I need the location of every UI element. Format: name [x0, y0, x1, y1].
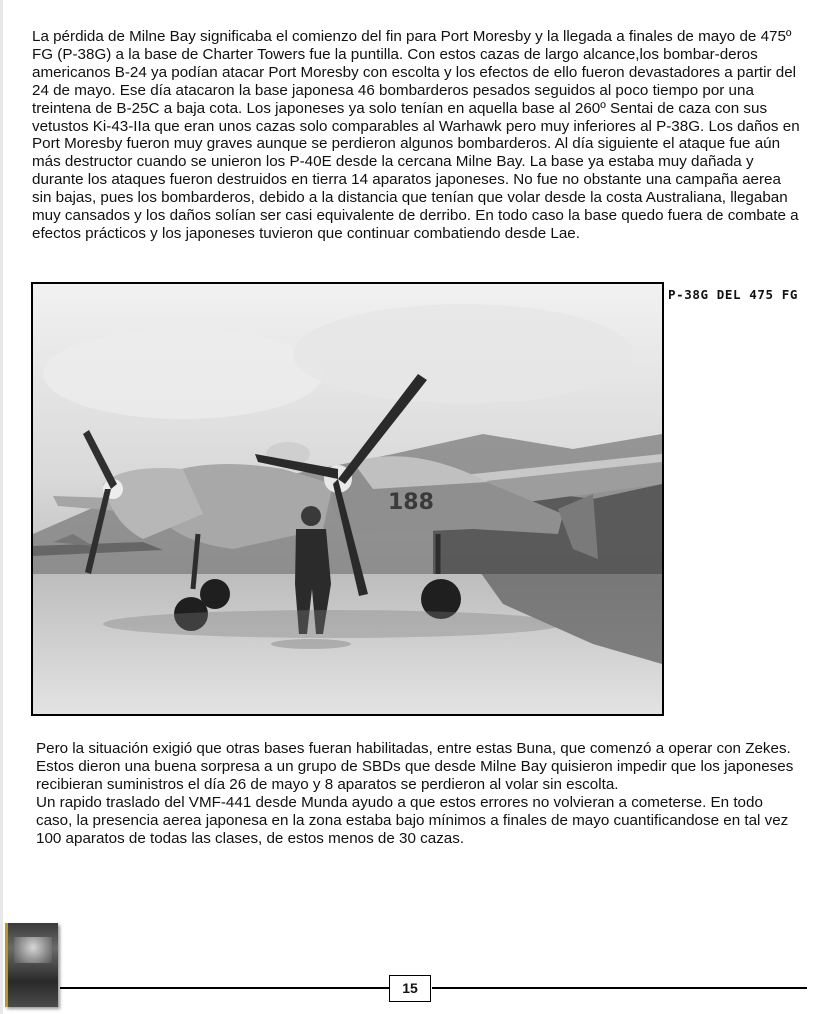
footer-rule-right [432, 987, 807, 989]
page-edge-shadow [0, 0, 3, 1014]
aircraft-photo [31, 282, 664, 716]
article-paragraph-2-text: Pero la situación exigió que otras bases fueran habilitadas, entre estas Buna, que comenzó a operar con Zekes. Estos dieron una buena sorpresa a un grupo de SBDs que desde Milne Bay quisieron impedir que los japoneses recibieran suministros el día 26 de mayo y 8 aparatos se perdieron al volar sin escolta. [36, 740, 794, 793]
article-paragraph-3-text: Un rapido traslado del VMF-441 desde Munda ayudo a que estos errores no volvieran a cometerse. En todo caso, la presencia aerea japonesa en la zona estaba bajo mínimos a finales de mayo cuantificandose en tal vez 100 aparatos de todas las clases, de estos menos de 30 cazas. [36, 793, 789, 847]
article-paragraph-1: La pérdida de Milne Bay significaba el comienzo del fin para Port Moresby y la llegada a finales de mayo de 475º FG (P-38G) a la base de Charter Towers fue la puntilla. Con estos cazas de largo alcance,los bombar-deros americanos B-24 ya podían atacar Port Moresby con escolta y los efectos de ello fueron devastadores a partir del 24 de mayo. Ese día atacaron la base japonesa 46 bombarderos pesados seguidos al poco tiempo por una treintena de B-25C a baja cota. Los japoneses ya solo tenían en aquella base al 260º Sentai de caza con sus vetustos Ki-43-IIa que eran unos cazas solo comparables al Warhawk pero muy inferiores al P-38G. Los daños en Port Moresby fueron muy graves aunque se perdieron algunos bombarderos. Al día siguiente el ataque fue aún más destructor cuando se unieron los P-40E desde la cercana Milne Bay. La base ya estaba muy dañada y durante los ataques fueron destruidos en tierra 14 aparatos japoneses. No fue no obstante una campaña aerea sin bajas, pues los bombarderos, debido a la distancia que tenían que volar desde la costa Australiana, llegaban muy cansados y los daños solían ser casi equivalente de derribo. En todo caso la base quedo fuera de combate a efectos prácticos y los japoneses tuvieron que continuar combatiendo desde Lae. [32, 28, 800, 242]
page-number: 15 [389, 975, 431, 1002]
aircraft-number: 188 [388, 490, 434, 515]
photo-caption: P-38G DEL 475 FG [668, 287, 799, 302]
dvd-cover-thumbnail [5, 923, 58, 1007]
article-paragraph-2 [36, 740, 796, 847]
dvd-cover-art [14, 937, 52, 963]
footer-rule-left [60, 987, 390, 989]
